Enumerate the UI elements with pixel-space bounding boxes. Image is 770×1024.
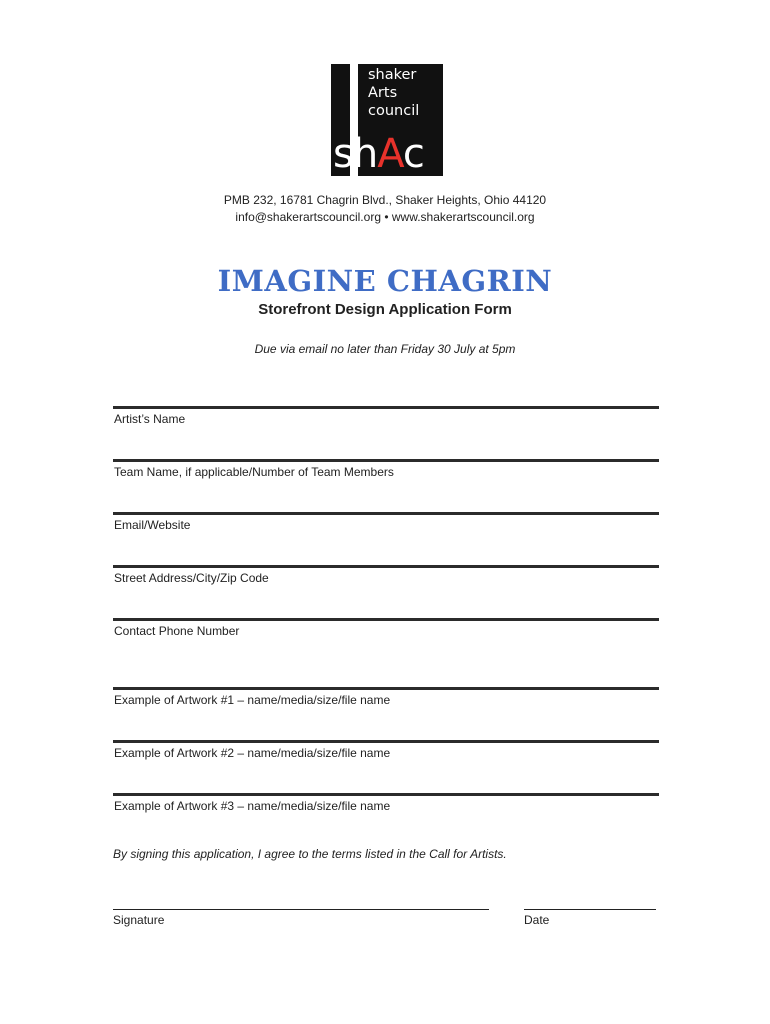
field-label: Example of Artwork #2 – name/media/size/file name bbox=[114, 746, 391, 760]
date-label: Date bbox=[524, 913, 550, 927]
field-rule bbox=[113, 459, 659, 462]
logo-line-council: council bbox=[368, 103, 420, 119]
due-date-note: Due via email no later than Friday 30 July at 5pm bbox=[254, 342, 516, 356]
contact-phone-input[interactable] bbox=[113, 640, 663, 668]
mailing-address: PMB 232, 16781 Chagrin Blvd., Shaker Heights, Ohio 44120 bbox=[223, 193, 547, 207]
page-title: IMAGINE CHAGRIN bbox=[217, 264, 553, 298]
field-team-name bbox=[113, 459, 659, 479]
field-artwork-1 bbox=[113, 687, 659, 707]
field-street-address bbox=[113, 565, 659, 585]
logo-mark-sh: sh bbox=[333, 131, 378, 177]
shaker-arts-council-logo bbox=[331, 64, 443, 176]
field-rule bbox=[113, 565, 659, 568]
field-label: Example of Artwork #1 – name/media/size/file name bbox=[114, 693, 391, 707]
field-rule bbox=[113, 618, 659, 621]
logo-text bbox=[368, 66, 419, 120]
field-artwork-3 bbox=[113, 793, 659, 813]
field-artwork-2 bbox=[113, 740, 659, 760]
field-contact-phone bbox=[113, 618, 659, 638]
agreement-text: By signing this application, I agree to the terms listed in the Call for Artists. bbox=[113, 847, 507, 861]
field-email-website bbox=[113, 512, 659, 532]
logo-line-shaker: shaker bbox=[368, 67, 417, 83]
artist-name-input[interactable] bbox=[113, 428, 663, 456]
field-rule bbox=[113, 512, 659, 515]
form-subtitle: Storefront Design Application Form bbox=[258, 301, 512, 318]
artwork-3-input[interactable] bbox=[113, 815, 663, 843]
logo-line-arts: Arts bbox=[368, 85, 398, 101]
signature-line[interactable] bbox=[113, 909, 489, 910]
date-line[interactable] bbox=[524, 909, 656, 910]
logo-mark-a: A bbox=[377, 131, 403, 177]
field-rule bbox=[113, 740, 659, 743]
field-label: Team Name, if applicable/Number of Team Members bbox=[114, 465, 394, 479]
logo-shac-mark bbox=[333, 131, 441, 177]
artwork-2-input[interactable] bbox=[113, 762, 663, 790]
contact-info: info@shakerartscouncil.org • www.shakerartscouncil.org bbox=[235, 210, 535, 224]
street-address-input[interactable] bbox=[113, 587, 663, 615]
field-rule bbox=[113, 793, 659, 796]
field-rule bbox=[113, 406, 659, 409]
field-rule bbox=[113, 687, 659, 690]
logo-mark-c: c bbox=[402, 131, 424, 177]
field-label: Example of Artwork #3 – name/media/size/file name bbox=[114, 799, 391, 813]
artwork-1-input[interactable] bbox=[113, 709, 663, 737]
field-artist-name bbox=[113, 406, 659, 426]
team-name-input[interactable] bbox=[113, 481, 663, 509]
field-label: Artist’s Name bbox=[114, 412, 186, 426]
field-label: Street Address/City/Zip Code bbox=[114, 571, 269, 585]
field-label: Contact Phone Number bbox=[114, 624, 240, 638]
email-website-input[interactable] bbox=[113, 534, 663, 562]
signature-label: Signature bbox=[113, 913, 165, 927]
field-label: Email/Website bbox=[114, 518, 191, 532]
